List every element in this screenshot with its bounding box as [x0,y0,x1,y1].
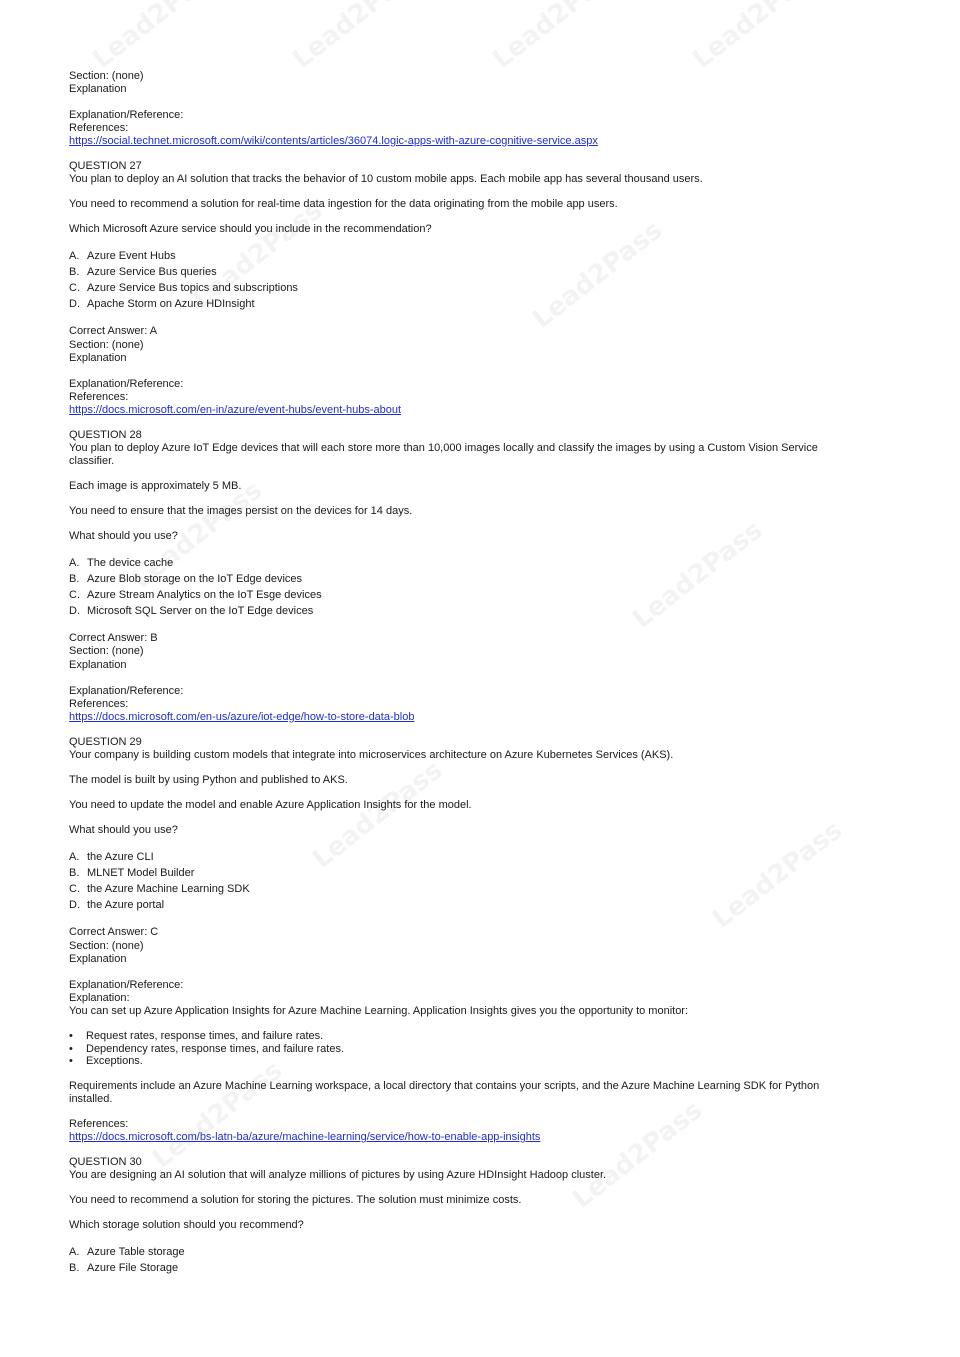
answer-option-d: D. Apache Storm on Azure HDInsight [69,298,255,310]
explanation-label: Explanation [69,953,127,965]
references-label: References: [69,698,129,710]
question-prompt: What should you use? [69,824,178,836]
references-label: References: [69,391,129,403]
answer-option-b: B. Azure Blob storage on the IoT Edge devices [69,573,303,585]
explanation-label: Explanation [69,352,127,364]
references-label: References: [69,1118,129,1130]
explanation-label: Explanation [69,83,127,95]
reference-link[interactable]: https://docs.microsoft.com/en-in/azure/event-hubs/event-hubs-about [69,404,402,416]
reference-link[interactable]: https://docs.microsoft.com/bs-latn-ba/azure/machine-learning/service/how-to-enable-app-insights [69,1131,541,1143]
list-item: Dependency rates, response times, and failure rates. [86,1043,345,1055]
question-text: You are designing an AI solution that will analyze millions of pictures by using Azure HDInsight Hadoop cluster. [69,1169,607,1181]
question-prompt: Which Microsoft Azure service should you include in the recommendation? [69,223,432,235]
correct-answer: Correct Answer: B [69,632,158,644]
question-text: The model is built by using Python and published to AKS. [69,774,348,786]
answer-option-a: A. the Azure CLI [69,851,154,863]
answer-option-c: C. Azure Service Bus topics and subscriptions [69,282,298,294]
question-text: You need to recommend a solution for storing the pictures. The solution must minimize costs. [69,1194,522,1206]
answer-option-a: A. Azure Event Hubs [69,250,176,262]
reference-link[interactable]: https://social.technet.microsoft.com/wiki/contents/articles/36074.logic-apps-with-azure-cognitive-service.aspx [69,135,598,147]
question-text: Each image is approximately 5 MB. [69,480,242,492]
watermark [287,0,428,75]
bullet-icon: • [69,1030,73,1042]
question-prompt: Which storage solution should you recommend? [69,1219,304,1231]
question-text: You plan to deploy an AI solution that tracks the behavior of 10 custom mobile apps. Each mobile app has several thousand users. [69,173,703,185]
question-prompt: What should you use? [69,530,178,542]
watermark [707,815,848,934]
answer-option-c: C. Azure Stream Analytics on the IoT Esge devices [69,589,322,601]
correct-answer: Correct Answer: C [69,926,159,938]
watermark [567,1095,708,1214]
answer-option-a: A. Azure Table storage [69,1246,185,1258]
answer-option-c: C. the Azure Machine Learning SDK [69,883,250,895]
correct-answer: Correct Answer: A [69,325,158,337]
question-title: QUESTION 27 [69,160,142,172]
explanation-text: installed. [69,1093,113,1105]
watermark [187,195,328,314]
question-text: You need to recommend a solution for real-time data ingestion for the data originating from the mobile app users. [69,198,618,210]
section-label: Section: (none) [69,940,144,952]
explanation-reference-label: Explanation/Reference: [69,685,184,697]
explanation-label: Explanation [69,659,127,671]
section-label: Section: (none) [69,339,144,351]
reference-link[interactable]: https://docs.microsoft.com/en-us/azure/iot-edge/how-to-store-data-blob [69,711,415,723]
references-label: References: [69,122,129,134]
answer-option-d: D. Microsoft SQL Server on the IoT Edge devices [69,605,314,617]
watermark [87,0,228,75]
watermark [487,0,628,75]
question-text: You plan to deploy Azure IoT Edge devices that will each store more than 10,000 images locally and classify the images by using a Custom Vision Service [69,442,818,454]
explanation-reference-label: Explanation/Reference: [69,979,184,991]
list-item: Exceptions. [86,1055,143,1067]
explanation-reference-label: Explanation/Reference: [69,109,184,121]
watermark [687,0,828,75]
question-title: QUESTION 29 [69,736,142,748]
list-item: Request rates, response times, and failure rates. [86,1030,324,1042]
question-text: classifier. [69,455,115,467]
watermark [627,515,768,634]
question-title: QUESTION 30 [69,1156,142,1168]
answer-option-b: B. MLNET Model Builder [69,867,195,879]
answer-option-a: A. The device cache [69,557,174,569]
answer-option-d: D. the Azure portal [69,899,165,911]
question-title: QUESTION 28 [69,429,142,441]
watermark [527,215,668,334]
explanation-text: You can set up Azure Application Insights for Azure Machine Learning. Application Insights gives you the opportunity to monitor: [69,1005,689,1017]
explanation-reference-label: Explanation/Reference: [69,378,184,390]
explanation-heading: Explanation: [69,992,130,1004]
answer-option-b: B. Azure File Storage [69,1262,179,1274]
explanation-text: Requirements include an Azure Machine Learning workspace, a local directory that contains your scripts, and the Azure Machine Learning SDK for Python [69,1080,820,1092]
answer-option-b: B. Azure Service Bus queries [69,266,217,278]
section-label: Section: (none) [69,70,144,82]
watermark [147,1055,288,1174]
question-text: You need to update the model and enable Azure Application Insights for the model. [69,799,472,811]
section-label: Section: (none) [69,645,144,657]
question-text: You need to ensure that the images persist on the devices for 14 days. [69,505,413,517]
bullet-icon: • [69,1043,73,1055]
bullet-icon: • [69,1055,73,1067]
question-text: Your company is building custom models that integrate into microservices architecture on Azure Kubernetes Services (AKS). [69,749,674,761]
